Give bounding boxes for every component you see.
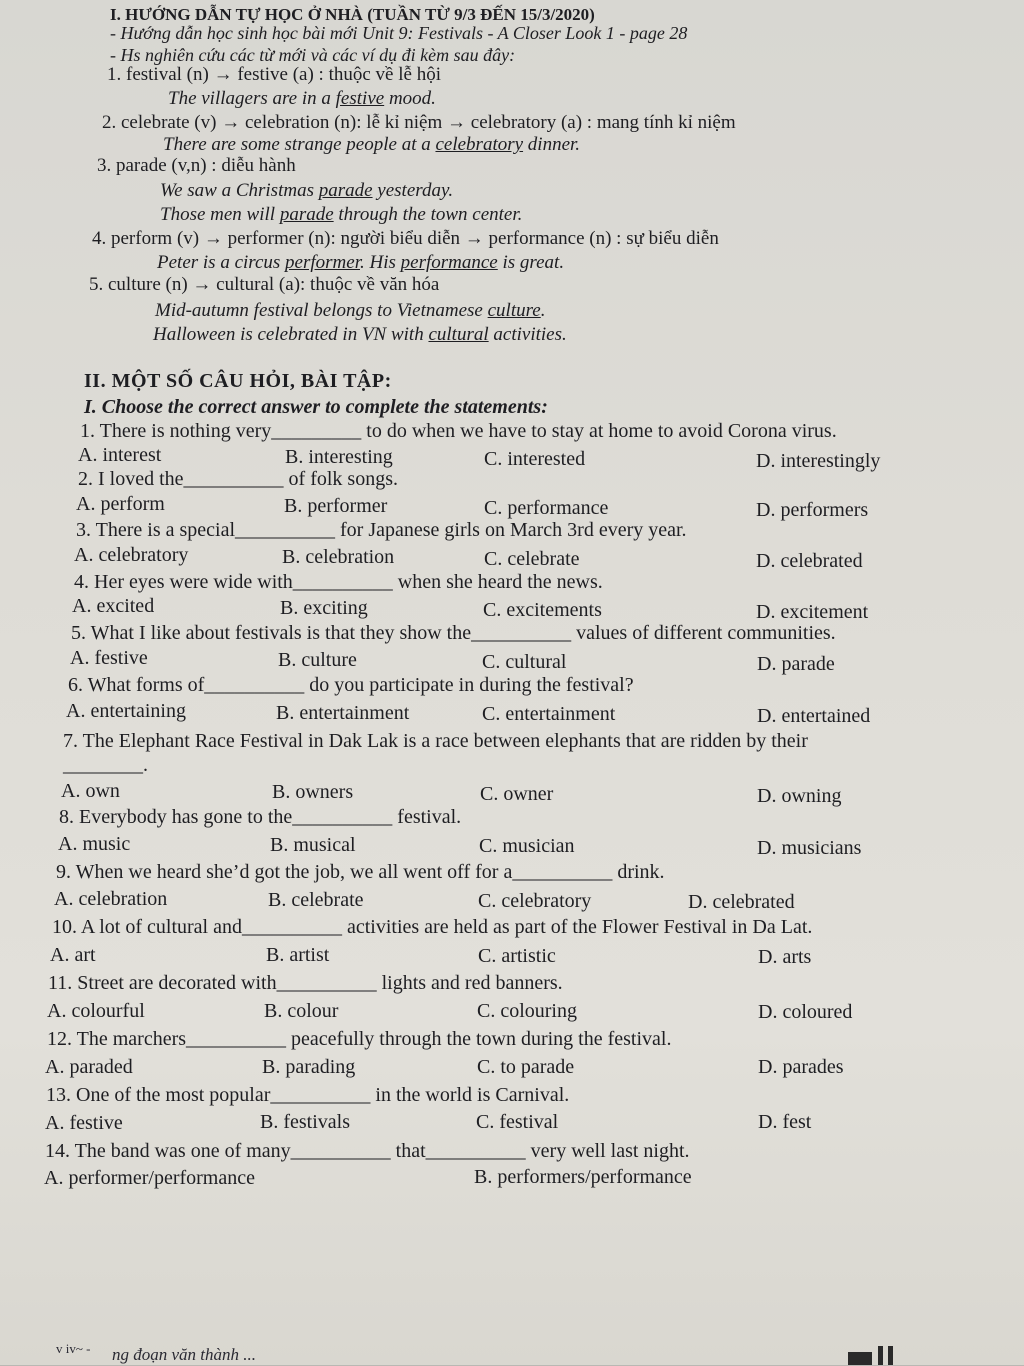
option-b: B. parading bbox=[262, 1056, 356, 1078]
option-b: B. musical bbox=[270, 834, 356, 856]
lesson-guide: - Hướng dẫn học sinh học bài mới Unit 9: Festivals - A Closer Look 1 - page 28 bbox=[110, 23, 688, 43]
option-b: B. colour bbox=[264, 1000, 339, 1022]
vocab-example: There are some strange people at a celebratory dinner. bbox=[163, 134, 581, 155]
option-d: D. entertained bbox=[757, 705, 871, 727]
corner-mark bbox=[848, 1352, 872, 1365]
option-a: A. colourful bbox=[47, 1000, 145, 1022]
question-stem: 8. Everybody has gone to the__________ festival. bbox=[59, 806, 462, 828]
question-stem: 10. A lot of cultural and__________ activities are held as part of the Flower Festival in Da Lat. bbox=[52, 916, 813, 938]
question-stem: 11. Street are decorated with__________ lights and red banners. bbox=[48, 972, 563, 994]
vocab-example: The villagers are in a festive mood. bbox=[168, 88, 436, 109]
option-b: B. performers/performance bbox=[474, 1166, 692, 1188]
option-a: A. festive bbox=[45, 1112, 123, 1134]
option-c: C. cultural bbox=[482, 651, 567, 673]
option-d: D. celebrated bbox=[756, 550, 863, 572]
option-b: B. interesting bbox=[285, 446, 393, 468]
lesson-instruction: - Hs nghiên cứu các từ mới và các ví dụ đi kèm sau đây: bbox=[110, 45, 516, 65]
option-b: B. entertainment bbox=[276, 702, 410, 724]
option-b: B. celebrate bbox=[268, 889, 364, 911]
option-c: C. interested bbox=[484, 448, 586, 470]
question-stem: 13. One of the most popular__________ in the world is Carnival. bbox=[46, 1084, 570, 1106]
option-d: D. fest bbox=[758, 1111, 812, 1133]
vocab-example: Halloween is celebrated in VN with cultural activities. bbox=[153, 324, 567, 345]
corner-scribble: v iv~ - bbox=[56, 1341, 91, 1356]
question-stem: 3. There is a special__________ for Japanese girls on March 3rd every year. bbox=[76, 519, 687, 541]
option-a: A. art bbox=[50, 944, 96, 966]
corner-mark bbox=[888, 1346, 893, 1365]
option-a: A. perform bbox=[76, 493, 165, 515]
question-stem: 1. There is nothing very_________ to do when we have to stay at home to avoid Corona virus. bbox=[80, 420, 837, 442]
vocab-example: Mid-autumn festival belongs to Vietnamese culture. bbox=[155, 300, 546, 321]
option-d: D. musicians bbox=[757, 837, 862, 859]
option-c: C. to parade bbox=[477, 1056, 575, 1078]
option-a: A. interest bbox=[78, 444, 162, 466]
option-b: B. culture bbox=[278, 649, 357, 671]
option-d: D. interestingly bbox=[756, 450, 881, 472]
option-c: C. entertainment bbox=[482, 703, 616, 725]
option-b: B. artist bbox=[266, 944, 330, 966]
option-d: D. owning bbox=[757, 785, 842, 807]
question-stem: 9. When we heard she’d got the job, we all went off for a__________ drink. bbox=[56, 861, 665, 883]
option-d: D. excitement bbox=[756, 601, 869, 623]
vocab-entry: 3. parade (v,n) : diễu hành bbox=[97, 155, 296, 176]
option-d: D. parade bbox=[757, 653, 835, 675]
option-c: C. celebratory bbox=[478, 890, 592, 912]
option-b: B. exciting bbox=[280, 597, 368, 619]
option-a: A. entertaining bbox=[66, 700, 186, 722]
question-stem: 4. Her eyes were wide with__________ when she heard the news. bbox=[74, 571, 603, 593]
option-c: C. artistic bbox=[478, 945, 556, 967]
option-a: A. paraded bbox=[45, 1056, 133, 1078]
option-a: A. own bbox=[61, 780, 120, 802]
option-a: A. music bbox=[58, 833, 131, 855]
vocab-entry: 2. celebrate (v) → celebration (n): lễ kỉ niệm → celebratory (a) : mang tính kỉ niệm bbox=[102, 112, 736, 133]
option-c: C. celebrate bbox=[484, 548, 580, 570]
exercise-instruction: I. Choose the correct answer to complete the statements: bbox=[84, 396, 548, 418]
question-stem: 7. The Elephant Race Festival in Dak Lak is a race between elephants that are ridden by their bbox=[63, 730, 808, 752]
page-heading: I. HƯỚNG DẪN TỰ HỌC Ở NHÀ (TUẦN TỪ 9/3 ĐẾN 15/3/2020) bbox=[110, 5, 595, 24]
option-b: B. festivals bbox=[260, 1111, 350, 1133]
option-d: D. parades bbox=[758, 1056, 844, 1078]
question-stem: 6. What forms of__________ do you participate in during the festival? bbox=[68, 674, 634, 696]
option-c: C. performance bbox=[484, 497, 609, 519]
option-c: C. festival bbox=[476, 1111, 559, 1133]
vocab-example: We saw a Christmas parade yesterday. bbox=[160, 180, 454, 201]
option-a: A. performer/performance bbox=[44, 1167, 255, 1189]
option-a: A. celebration bbox=[54, 888, 168, 910]
option-d: D. arts bbox=[758, 946, 812, 968]
option-b: B. owners bbox=[272, 781, 354, 803]
option-d: D. performers bbox=[756, 499, 869, 521]
vocab-entry: 4. perform (v) → performer (n): người biểu diễn → performance (n) : sự biểu diễn bbox=[92, 228, 719, 249]
vocab-example: Those men will parade through the town center. bbox=[160, 204, 523, 225]
corner-mark bbox=[878, 1346, 883, 1365]
question-stem-continued: ________. bbox=[63, 754, 148, 776]
vocab-entry: 1. festival (n) → festive (a) : thuộc về lễ hội bbox=[107, 64, 441, 85]
option-c: C. excitements bbox=[483, 599, 602, 621]
question-stem: 12. The marchers__________ peacefully through the town during the festival. bbox=[47, 1028, 672, 1050]
option-c: C. colouring bbox=[477, 1000, 577, 1022]
option-b: B. celebration bbox=[282, 546, 395, 568]
option-a: A. excited bbox=[72, 595, 155, 617]
vocab-example: Peter is a circus performer. His performance is great. bbox=[157, 252, 565, 273]
section-title: II. MỘT SỐ CÂU HỎI, BÀI TẬP: bbox=[84, 370, 392, 392]
question-stem: 2. I loved the__________ of folk songs. bbox=[78, 468, 398, 490]
option-d: D. celebrated bbox=[688, 891, 795, 913]
vocab-entry: 5. culture (n) → cultural (a): thuộc về văn hóa bbox=[89, 274, 440, 295]
option-a: A. festive bbox=[70, 647, 148, 669]
option-c: C. musician bbox=[479, 835, 575, 857]
question-stem: 5. What I like about festivals is that they show the__________ values of different communities. bbox=[71, 622, 836, 644]
option-c: C. owner bbox=[480, 783, 554, 805]
option-b: B. performer bbox=[284, 495, 388, 517]
option-a: A. celebratory bbox=[74, 544, 189, 566]
option-d: D. coloured bbox=[758, 1001, 853, 1023]
bleed-through-text: ng đoạn văn thành ... bbox=[112, 1345, 257, 1364]
question-stem: 14. The band was one of many__________ that__________ very well last night. bbox=[45, 1140, 690, 1162]
